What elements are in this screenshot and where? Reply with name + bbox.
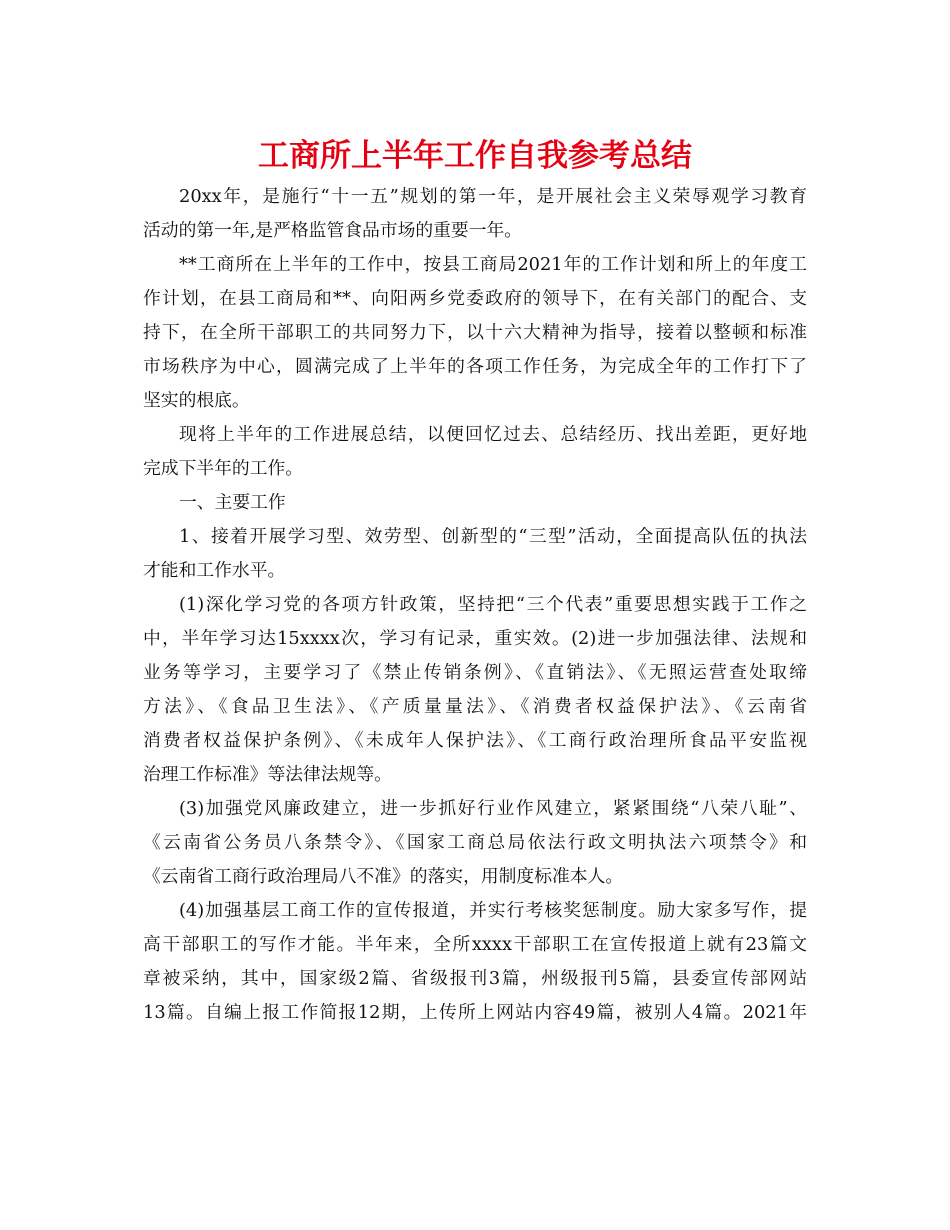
text-line: 章被采纳，其中，国家级2篇、省级报刊3篇，州级报刊5篇，县委宣传部网站	[143, 968, 807, 989]
text-line: 持下，在全所干部职工的共同努力下，以十六大精神为指导，接着以整顿和标准	[143, 322, 807, 343]
paragraph	[143, 418, 807, 486]
document-title: 工商所上半年工作自我参考总结	[258, 138, 692, 174]
text-line: 活动的第一年,是严格监管食品市场的重要一年。	[143, 220, 523, 241]
text-line: 一、主要工作	[179, 492, 286, 513]
paragraph	[143, 894, 807, 1030]
text-line: **工商所在上半年的工作中，按县工商局2021年的工作计划和所上的年度工	[179, 254, 807, 275]
text-line: 方法》、《食品卫生法》、《产质量量法》、《消费者权益保护法》、《云南省	[143, 696, 807, 717]
text-line: 20xx年，是施行“十一五”规划的第一年，是开展社会主义荣辱观学习教育	[179, 186, 807, 207]
paragraph	[143, 248, 807, 418]
paragraph	[143, 180, 807, 248]
text-line: 《云南省公务员八条禁令》、《国家工商总局依法行政文明执法六项禁令》和	[143, 832, 807, 853]
text-line: 消费者权益保护条例》、《未成年人保护法》、《工商行政治理所食品平安监视	[143, 730, 807, 751]
text-line: 坚实的根底。	[143, 390, 250, 411]
text-line: (4)加强基层工商工作的宣传报道，并实行考核奖惩制度。励大家多写作，提	[179, 900, 807, 921]
text-line: 现将上半年的工作进展总结，以便回忆过去、总结经历、找出差距，更好地	[179, 424, 807, 445]
text-line: 高干部职工的写作才能。半年来，全所xxxx干部职工在宣传报道上就有23篇文	[143, 934, 807, 955]
text-line: 完成下半年的工作。	[143, 458, 304, 479]
text-line: 1、接着开展学习型、效劳型、创新型的“三型”活动，全面提高队伍的执法	[179, 526, 807, 547]
paragraph	[143, 588, 807, 792]
text-line: 治理工作标准》等法律法规等。	[143, 764, 392, 785]
paragraph	[143, 520, 807, 588]
text-line: 作计划，在县工商局和**、向阳两乡党委政府的领导下，在有关部门的配合、支	[143, 288, 807, 309]
text-line: 才能和工作水平。	[143, 560, 286, 581]
text-line: 市场秩序为中心，圆满完成了上半年的各项工作任务，为完成全年的工作打下了	[143, 356, 807, 377]
document-body	[143, 180, 807, 1030]
text-line: 《云南省工商行政治理局八不准》的落实，用制度标准本人。	[143, 866, 624, 887]
text-line: 中，半年学习达15xxxx次，学习有记录，重实效。(2)进一步加强法律、法规和	[143, 628, 807, 649]
text-line: (3)加强党风廉政建立，进一步抓好行业作风建立，紧紧围绕“八荣八耻”、	[179, 798, 807, 819]
text-line: 13篇。自编上报工作简报12期，上传所上网站内容49篇，被别人4篇。2021年	[143, 1002, 807, 1023]
text-line: (1)深化学习党的各项方针政策，坚持把“三个代表”重要思想实践于工作之	[179, 594, 807, 615]
text-line: 业务等学习，主要学习了《禁止传销条例》、《直销法》、《无照运营查处取缔	[143, 662, 807, 683]
paragraph	[143, 792, 807, 894]
section-heading	[143, 486, 807, 520]
